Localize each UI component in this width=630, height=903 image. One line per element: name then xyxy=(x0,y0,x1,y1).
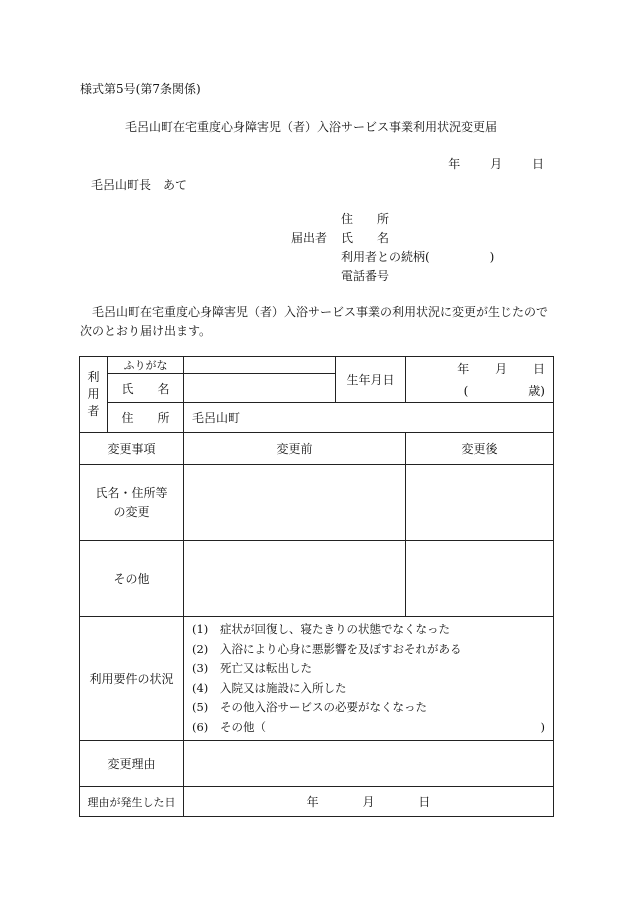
before-header: 変更前 xyxy=(184,433,406,465)
status-reasons xyxy=(184,617,554,741)
furigana-field[interactable] xyxy=(184,357,336,374)
applicant-label: 届出者 xyxy=(291,231,328,245)
status-label: 利用要件の状況 xyxy=(80,617,184,741)
date-year: 年 xyxy=(448,157,461,171)
reason-field[interactable] xyxy=(184,741,554,787)
birth-year: 年 xyxy=(457,361,470,376)
user-label: 利 用 者 xyxy=(80,357,108,433)
applicant-relation-label: 利用者との続柄( ) xyxy=(341,250,495,264)
reason-item[interactable]: (2) 入浴により心身に悪影響を及ぼすおそれがある xyxy=(192,641,462,656)
other-change-label: その他 xyxy=(80,541,184,617)
reason-date-field[interactable] xyxy=(184,787,554,817)
birth-month: 月 xyxy=(495,361,508,376)
reason-month: 月 xyxy=(362,795,375,809)
reason-item[interactable]: (5) その他入浴サービスの必要がなくなった xyxy=(192,700,427,714)
name-address-change-label: 氏名・住所等 の変更 xyxy=(80,465,184,541)
after-header: 変更後 xyxy=(406,433,554,465)
address-field[interactable]: 毛呂山町 xyxy=(184,403,554,433)
addressee: 毛呂山町長 あて xyxy=(91,178,188,192)
name-change-after-field[interactable] xyxy=(406,465,554,541)
name-field[interactable] xyxy=(184,374,336,403)
date-month: 月 xyxy=(490,157,503,171)
reason-item[interactable]: (1) 症状が回復し、寝たきりの状態でなくなった xyxy=(192,622,450,636)
reason-label: 変更理由 xyxy=(80,741,184,787)
birthdate-label: 生年月日 xyxy=(336,357,406,403)
reason-item[interactable]: (6) その他（ ) xyxy=(192,719,545,734)
name-label: 氏 名 xyxy=(108,374,184,403)
name-change-before-field[interactable] xyxy=(184,465,406,541)
submission-date xyxy=(422,155,544,172)
furigana-label: ふりがな xyxy=(108,357,184,374)
date-day: 日 xyxy=(531,157,544,171)
reason-item[interactable]: (3) 死亡又は転出した xyxy=(192,661,312,675)
birthdate-field[interactable] xyxy=(406,357,554,403)
document-title: 毛呂山町在宅重度心身障害児（者）入浴サービス事業利用状況変更届 xyxy=(125,120,498,134)
reason-day: 日 xyxy=(418,795,431,809)
change-item-header: 変更事項 xyxy=(80,433,184,465)
applicant-phone-label: 電話番号 xyxy=(341,269,390,283)
other-after-field[interactable] xyxy=(406,541,554,617)
reason-item[interactable]: (4) 入院又は施設に入所した xyxy=(192,680,347,695)
applicant-block xyxy=(291,210,494,286)
other-before-field[interactable] xyxy=(184,541,406,617)
reason-date-label: 理由が発生した日 xyxy=(80,787,184,817)
applicant-address-label: 住 所 xyxy=(341,212,390,226)
birth-day: 日 xyxy=(532,361,545,376)
change-form-table xyxy=(79,356,554,817)
body-text: 毛呂山町在宅重度心身障害児（者）入浴サービス事業の利用状況に変更が生じたので次のとおり届け出ます。 xyxy=(80,305,549,338)
form-number: 様式第5号(第7条関係) xyxy=(80,82,201,96)
applicant-name-label: 氏 名 xyxy=(341,231,390,245)
reason-year: 年 xyxy=(306,795,319,809)
address-label: 住 所 xyxy=(108,403,184,433)
age-field: ( 歳) xyxy=(463,383,545,398)
